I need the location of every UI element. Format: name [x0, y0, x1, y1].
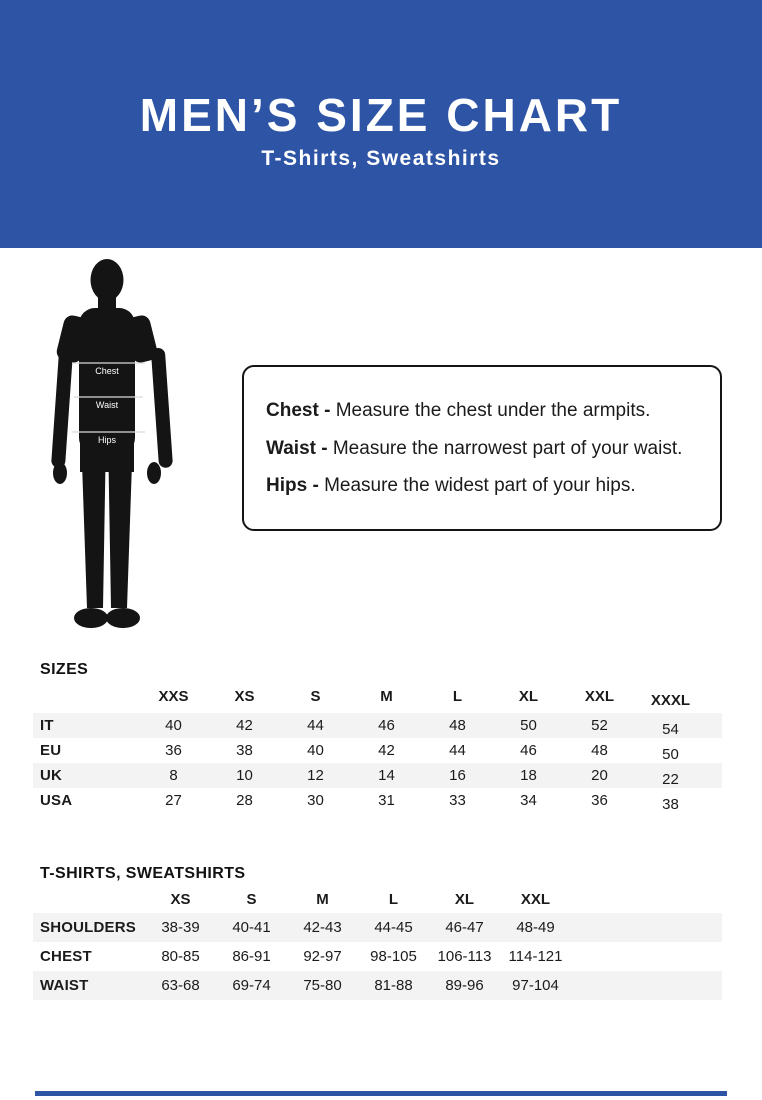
size-value: 30 — [307, 792, 324, 809]
footer-accent-bar — [35, 1091, 727, 1096]
row-label: EU — [40, 742, 62, 759]
table-header-row — [33, 684, 722, 708]
size-value: 34 — [520, 792, 537, 809]
column-header: L — [388, 890, 399, 908]
size-value: 42 — [236, 717, 253, 734]
size-value: 33 — [449, 792, 466, 809]
male-silhouette-graphic — [50, 256, 174, 634]
size-value: 46 — [378, 717, 395, 734]
size-value: 8 — [169, 767, 178, 784]
column-header: XS — [170, 890, 191, 908]
size-value: 14 — [378, 767, 395, 784]
size-value: 63-68 — [161, 977, 200, 994]
size-value: 48-49 — [516, 919, 555, 936]
column-header: M — [380, 687, 393, 705]
row-label: CHEST — [40, 948, 92, 965]
size-value: 106-113 — [437, 948, 492, 965]
column-header: XXL — [584, 687, 615, 705]
column-header: L — [452, 687, 463, 705]
table-row — [33, 971, 722, 1000]
sizes-table — [33, 684, 722, 813]
size-value: 36 — [165, 742, 182, 759]
size-value: 40 — [307, 742, 324, 759]
column-header: XXXL — [650, 691, 691, 709]
size-value: 31 — [378, 792, 395, 809]
row-label: SHOULDERS — [40, 919, 136, 936]
size-value: 18 — [520, 767, 537, 784]
garment-section — [33, 866, 722, 1000]
size-value: 52 — [591, 717, 608, 734]
size-value: 36 — [591, 792, 608, 809]
table-row — [33, 763, 722, 788]
size-value: 75-80 — [303, 977, 342, 994]
column-header: XS — [234, 687, 255, 705]
size-value: 97-104 — [512, 977, 559, 994]
instruction-hips — [266, 467, 710, 505]
size-value: 81-88 — [374, 977, 413, 994]
size-value: 42-43 — [303, 919, 342, 936]
table-row — [33, 913, 722, 942]
size-value: 38 — [662, 796, 679, 813]
size-value: 44 — [307, 717, 324, 734]
sizes-heading: SIZES — [40, 661, 89, 678]
table-row — [33, 942, 722, 971]
row-label: WAIST — [40, 977, 89, 994]
body-silhouette — [50, 256, 174, 634]
size-value: 20 — [591, 767, 608, 784]
size-value: 16 — [449, 767, 466, 784]
size-value: 22 — [662, 771, 679, 788]
instruction-chest-label: Chest - — [266, 400, 331, 421]
garment-table — [33, 887, 722, 1000]
row-label: UK — [40, 767, 63, 784]
instruction-chest-text: Measure the chest under the armpits. — [335, 400, 651, 421]
size-value: 50 — [520, 717, 537, 734]
table-row — [33, 788, 722, 813]
size-value: 10 — [236, 767, 253, 784]
size-value: 40 — [165, 717, 182, 734]
column-header: S — [246, 890, 257, 908]
size-value: 44 — [449, 742, 466, 759]
column-header: XL — [518, 687, 539, 705]
size-value: 86-91 — [232, 948, 271, 965]
size-value: 38 — [236, 742, 253, 759]
column-header: S — [310, 687, 321, 705]
sizes-section — [33, 662, 722, 813]
size-value: 50 — [662, 746, 679, 763]
size-value: 38-39 — [161, 919, 200, 936]
row-label: USA — [40, 792, 73, 809]
size-value: 46-47 — [445, 919, 484, 936]
size-value: 44-45 — [374, 919, 413, 936]
table-header-row — [33, 887, 722, 911]
page-title: MEN’S SIZE CHART — [139, 88, 623, 141]
table-row — [33, 738, 722, 763]
size-value: 27 — [165, 792, 182, 809]
column-header: M — [316, 890, 329, 908]
column-header: XXL — [520, 890, 551, 908]
instruction-hips-text: Measure the widest part of your hips. — [324, 475, 636, 496]
size-value: 69-74 — [232, 977, 271, 994]
page-subtitle: T-Shirts, Sweatshirts — [261, 147, 501, 171]
size-value: 46 — [520, 742, 537, 759]
size-value: 80-85 — [161, 948, 200, 965]
size-value: 42 — [378, 742, 395, 759]
instruction-hips-label: Hips - — [266, 475, 319, 496]
size-value: 12 — [307, 767, 324, 784]
size-value: 89-96 — [445, 977, 484, 994]
instruction-waist-text: Measure the narrowest part of your waist. — [332, 437, 683, 459]
instruction-waist-label: Waist - — [266, 437, 328, 459]
instruction-chest — [266, 392, 710, 430]
table-row — [33, 713, 722, 738]
hips-line-label: Hips — [97, 435, 117, 445]
instruction-waist — [266, 430, 710, 468]
column-header: XXS — [158, 687, 189, 705]
measurement-instructions-box — [242, 365, 722, 531]
size-value: 98-105 — [370, 948, 417, 965]
garment-heading: T-SHIRTS, SWEATSHIRTS — [40, 865, 246, 882]
size-value: 114-121 — [508, 948, 563, 965]
column-header: XL — [454, 890, 475, 908]
waist-line-label: Waist — [95, 400, 119, 410]
size-value: 92-97 — [303, 948, 342, 965]
row-label: IT — [40, 717, 54, 734]
size-value: 54 — [662, 721, 679, 738]
size-value: 48 — [449, 717, 466, 734]
header-banner — [0, 0, 762, 248]
chest-line-label: Chest — [95, 366, 119, 376]
size-value: 40-41 — [232, 919, 271, 936]
size-value: 28 — [236, 792, 253, 809]
size-value: 48 — [591, 742, 608, 759]
